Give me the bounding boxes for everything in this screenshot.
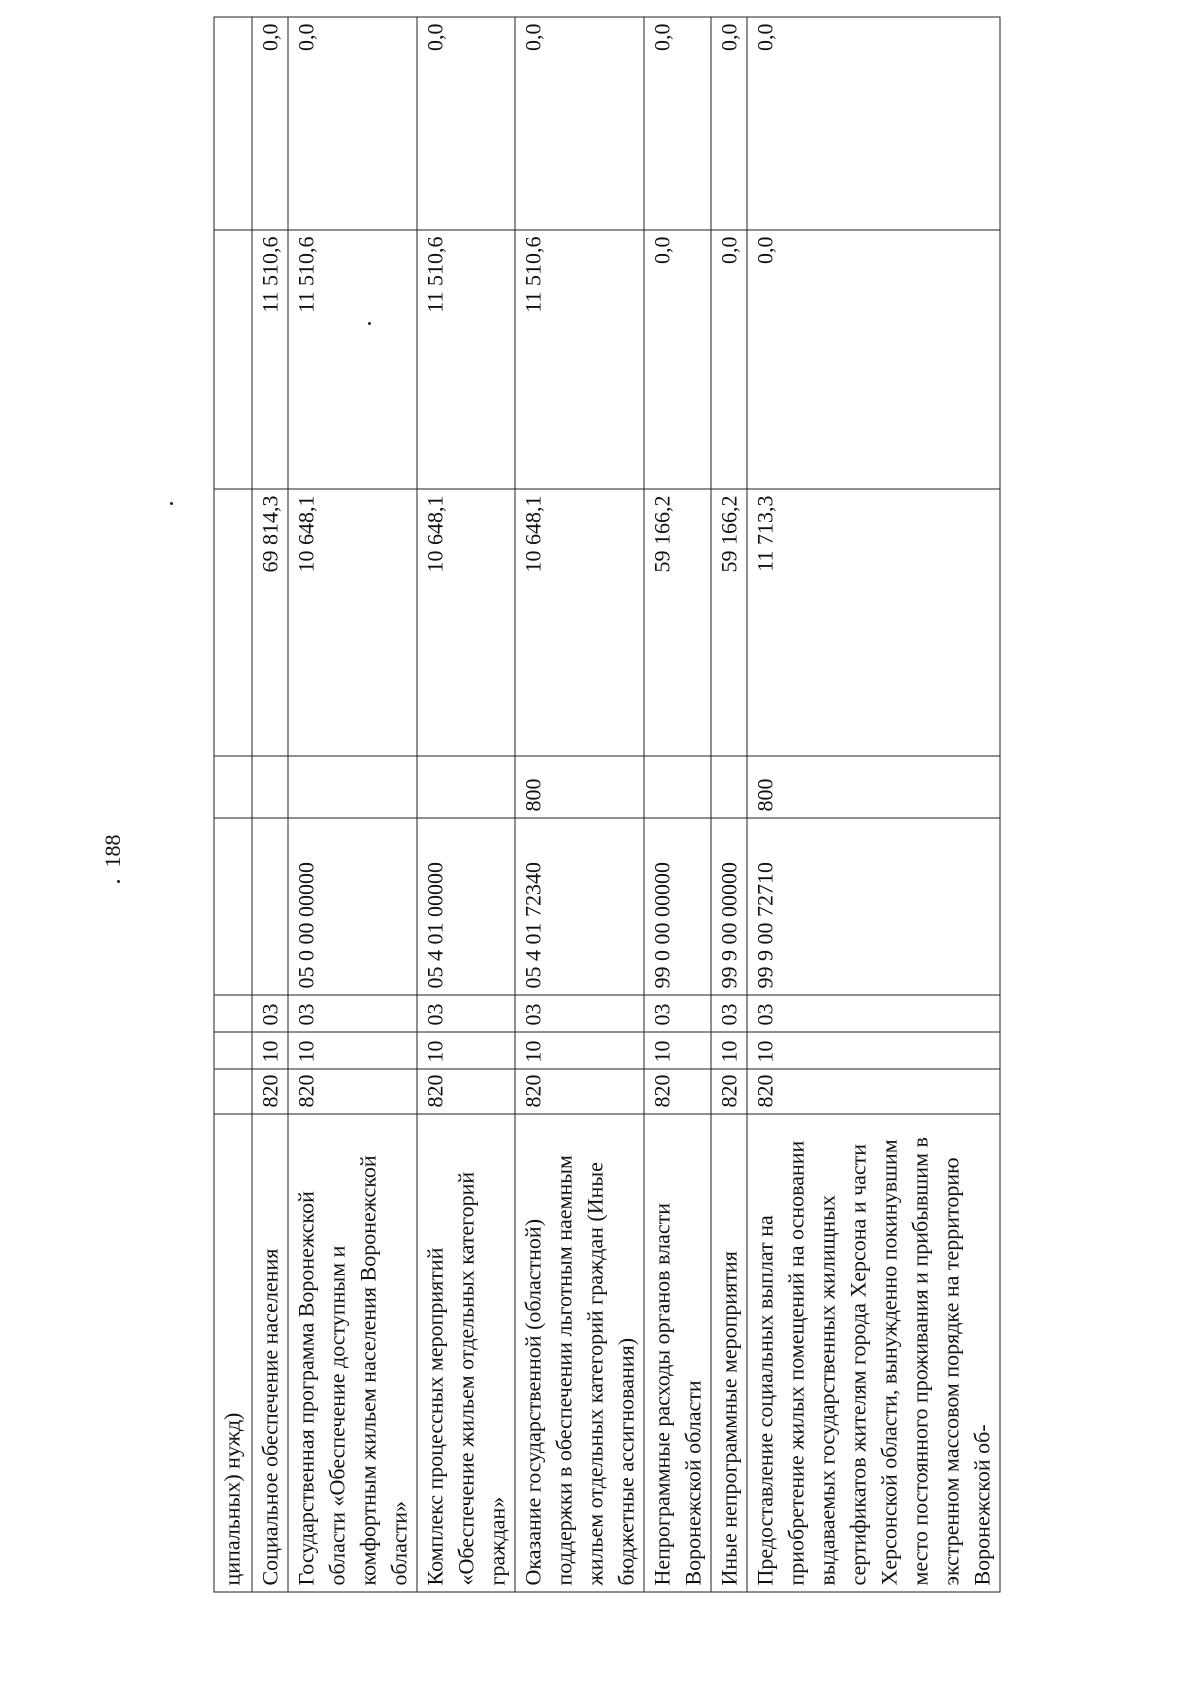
cell-target: 05 4 01 00000 (417, 818, 515, 995)
cell-section: 10 (711, 1032, 747, 1069)
table-row (288, 17, 417, 1592)
cell-amount-1: 69 814,3 (252, 489, 288, 756)
cell-section: 10 (417, 1032, 515, 1069)
cell-section: 10 (747, 1032, 1000, 1069)
cell-amount-1: 10 648,1 (288, 489, 417, 756)
cell-ministry: 820 (644, 1069, 711, 1114)
table-row (417, 17, 515, 1592)
cell-amount-2: 11 510,6 (515, 230, 644, 489)
cell-ministry: 820 (252, 1069, 288, 1114)
table-row (252, 17, 288, 1592)
cell-empty (214, 995, 252, 1032)
cell-amount-2: 11 510,6 (417, 230, 515, 489)
cell-ministry: 820 (417, 1069, 515, 1114)
cell-amount-2: 0,0 (747, 230, 1000, 489)
cell-name: Государственная программа Воронежской области «Обеспечение доступным и комфортным жильем населения Воронежской области» (288, 1114, 417, 1592)
cell-empty (214, 17, 252, 230)
cell-amount-2: 0,0 (644, 230, 711, 489)
cell-name: Социальное обеспечение населения (252, 1114, 288, 1592)
table-row (515, 17, 644, 1592)
table-row (644, 17, 711, 1592)
cell-expense-type (252, 756, 288, 818)
table-row (747, 17, 1000, 1592)
cell-ministry: 820 (711, 1069, 747, 1114)
cell-empty (214, 230, 252, 489)
cell-amount-1: 10 648,1 (417, 489, 515, 756)
cell-amount-3: 0,0 (711, 17, 747, 230)
cell-ministry: 820 (288, 1069, 417, 1114)
cell-empty (214, 489, 252, 756)
cell-target (252, 818, 288, 995)
table-row (711, 17, 747, 1592)
cell-amount-2: 0,0 (711, 230, 747, 489)
cell-subsection: 03 (417, 995, 515, 1032)
cell-name: Комплекс процессных мероприятий «Обеспечение жильем отдельных категорий граждан» (417, 1114, 515, 1592)
cell-target: 99 9 00 00000 (711, 818, 747, 995)
table-row-continuation (214, 17, 252, 1592)
cell-section: 10 (644, 1032, 711, 1069)
cell-amount-3: 0,0 (288, 17, 417, 230)
cell-empty (214, 756, 252, 818)
cell-expense-type (288, 756, 417, 818)
cell-expense-type: 800 (515, 756, 644, 818)
cell-empty (214, 1032, 252, 1069)
cell-amount-3: 0,0 (252, 17, 288, 230)
cell-name: ципальных) нужд) (214, 1114, 252, 1592)
cell-amount-1: 59 166,2 (644, 489, 711, 756)
budget-table (214, 17, 1001, 1593)
cell-amount-2: 11 510,6 (252, 230, 288, 489)
cell-expense-type (644, 756, 711, 818)
cell-expense-type: 800 (747, 756, 1000, 818)
cell-subsection: 03 (515, 995, 644, 1032)
cell-subsection: 03 (747, 995, 1000, 1032)
cell-amount-1: 59 166,2 (711, 489, 747, 756)
cell-empty (214, 818, 252, 995)
cell-name: Непрограммные расходы органов власти Воронежской области (644, 1114, 711, 1592)
cell-name: Оказание государственной (областной) поддержки в обеспечении льготным наемным жильем отдельных категорий граждан (Иные бюджетные ассигнования) (515, 1114, 644, 1592)
cell-name: Предоставление социальных выплат на приобретение жилых помещений на основании выдаваемых государственных жилищных сертификатов жителям города Херсона и части Херсонской области, вынужденно покинувшим место постоянного проживания и прибывшим в экстренном массовом порядке на территорию Воронежской об- (747, 1114, 1000, 1592)
cell-target: 05 0 00 00000 (288, 818, 417, 995)
cell-empty (214, 1069, 252, 1114)
cell-amount-1: 11 713,3 (747, 489, 1000, 756)
page-number: 188 (100, 834, 125, 868)
scan-speck (170, 502, 173, 505)
rotated-table-frame (214, 18, 1082, 1593)
cell-expense-type (711, 756, 747, 818)
cell-amount-2: 11 510,6 (288, 230, 417, 489)
cell-expense-type (417, 756, 515, 818)
cell-subsection: 03 (644, 995, 711, 1032)
cell-ministry: 820 (747, 1069, 1000, 1114)
cell-amount-3: 0,0 (747, 17, 1000, 230)
scan-speck (117, 880, 120, 883)
cell-target: 05 4 01 72340 (515, 818, 644, 995)
cell-ministry: 820 (515, 1069, 644, 1114)
cell-amount-3: 0,0 (417, 17, 515, 230)
cell-target: 99 9 00 72710 (747, 818, 1000, 995)
cell-section: 10 (288, 1032, 417, 1069)
cell-section: 10 (252, 1032, 288, 1069)
cell-name: Иные непрограммные мероприятия (711, 1114, 747, 1592)
cell-amount-3: 0,0 (644, 17, 711, 230)
cell-target: 99 0 00 00000 (644, 818, 711, 995)
cell-subsection: 03 (252, 995, 288, 1032)
cell-subsection: 03 (711, 995, 747, 1032)
cell-subsection: 03 (288, 995, 417, 1032)
cell-section: 10 (515, 1032, 644, 1069)
cell-amount-1: 10 648,1 (515, 489, 644, 756)
cell-amount-3: 0,0 (515, 17, 644, 230)
